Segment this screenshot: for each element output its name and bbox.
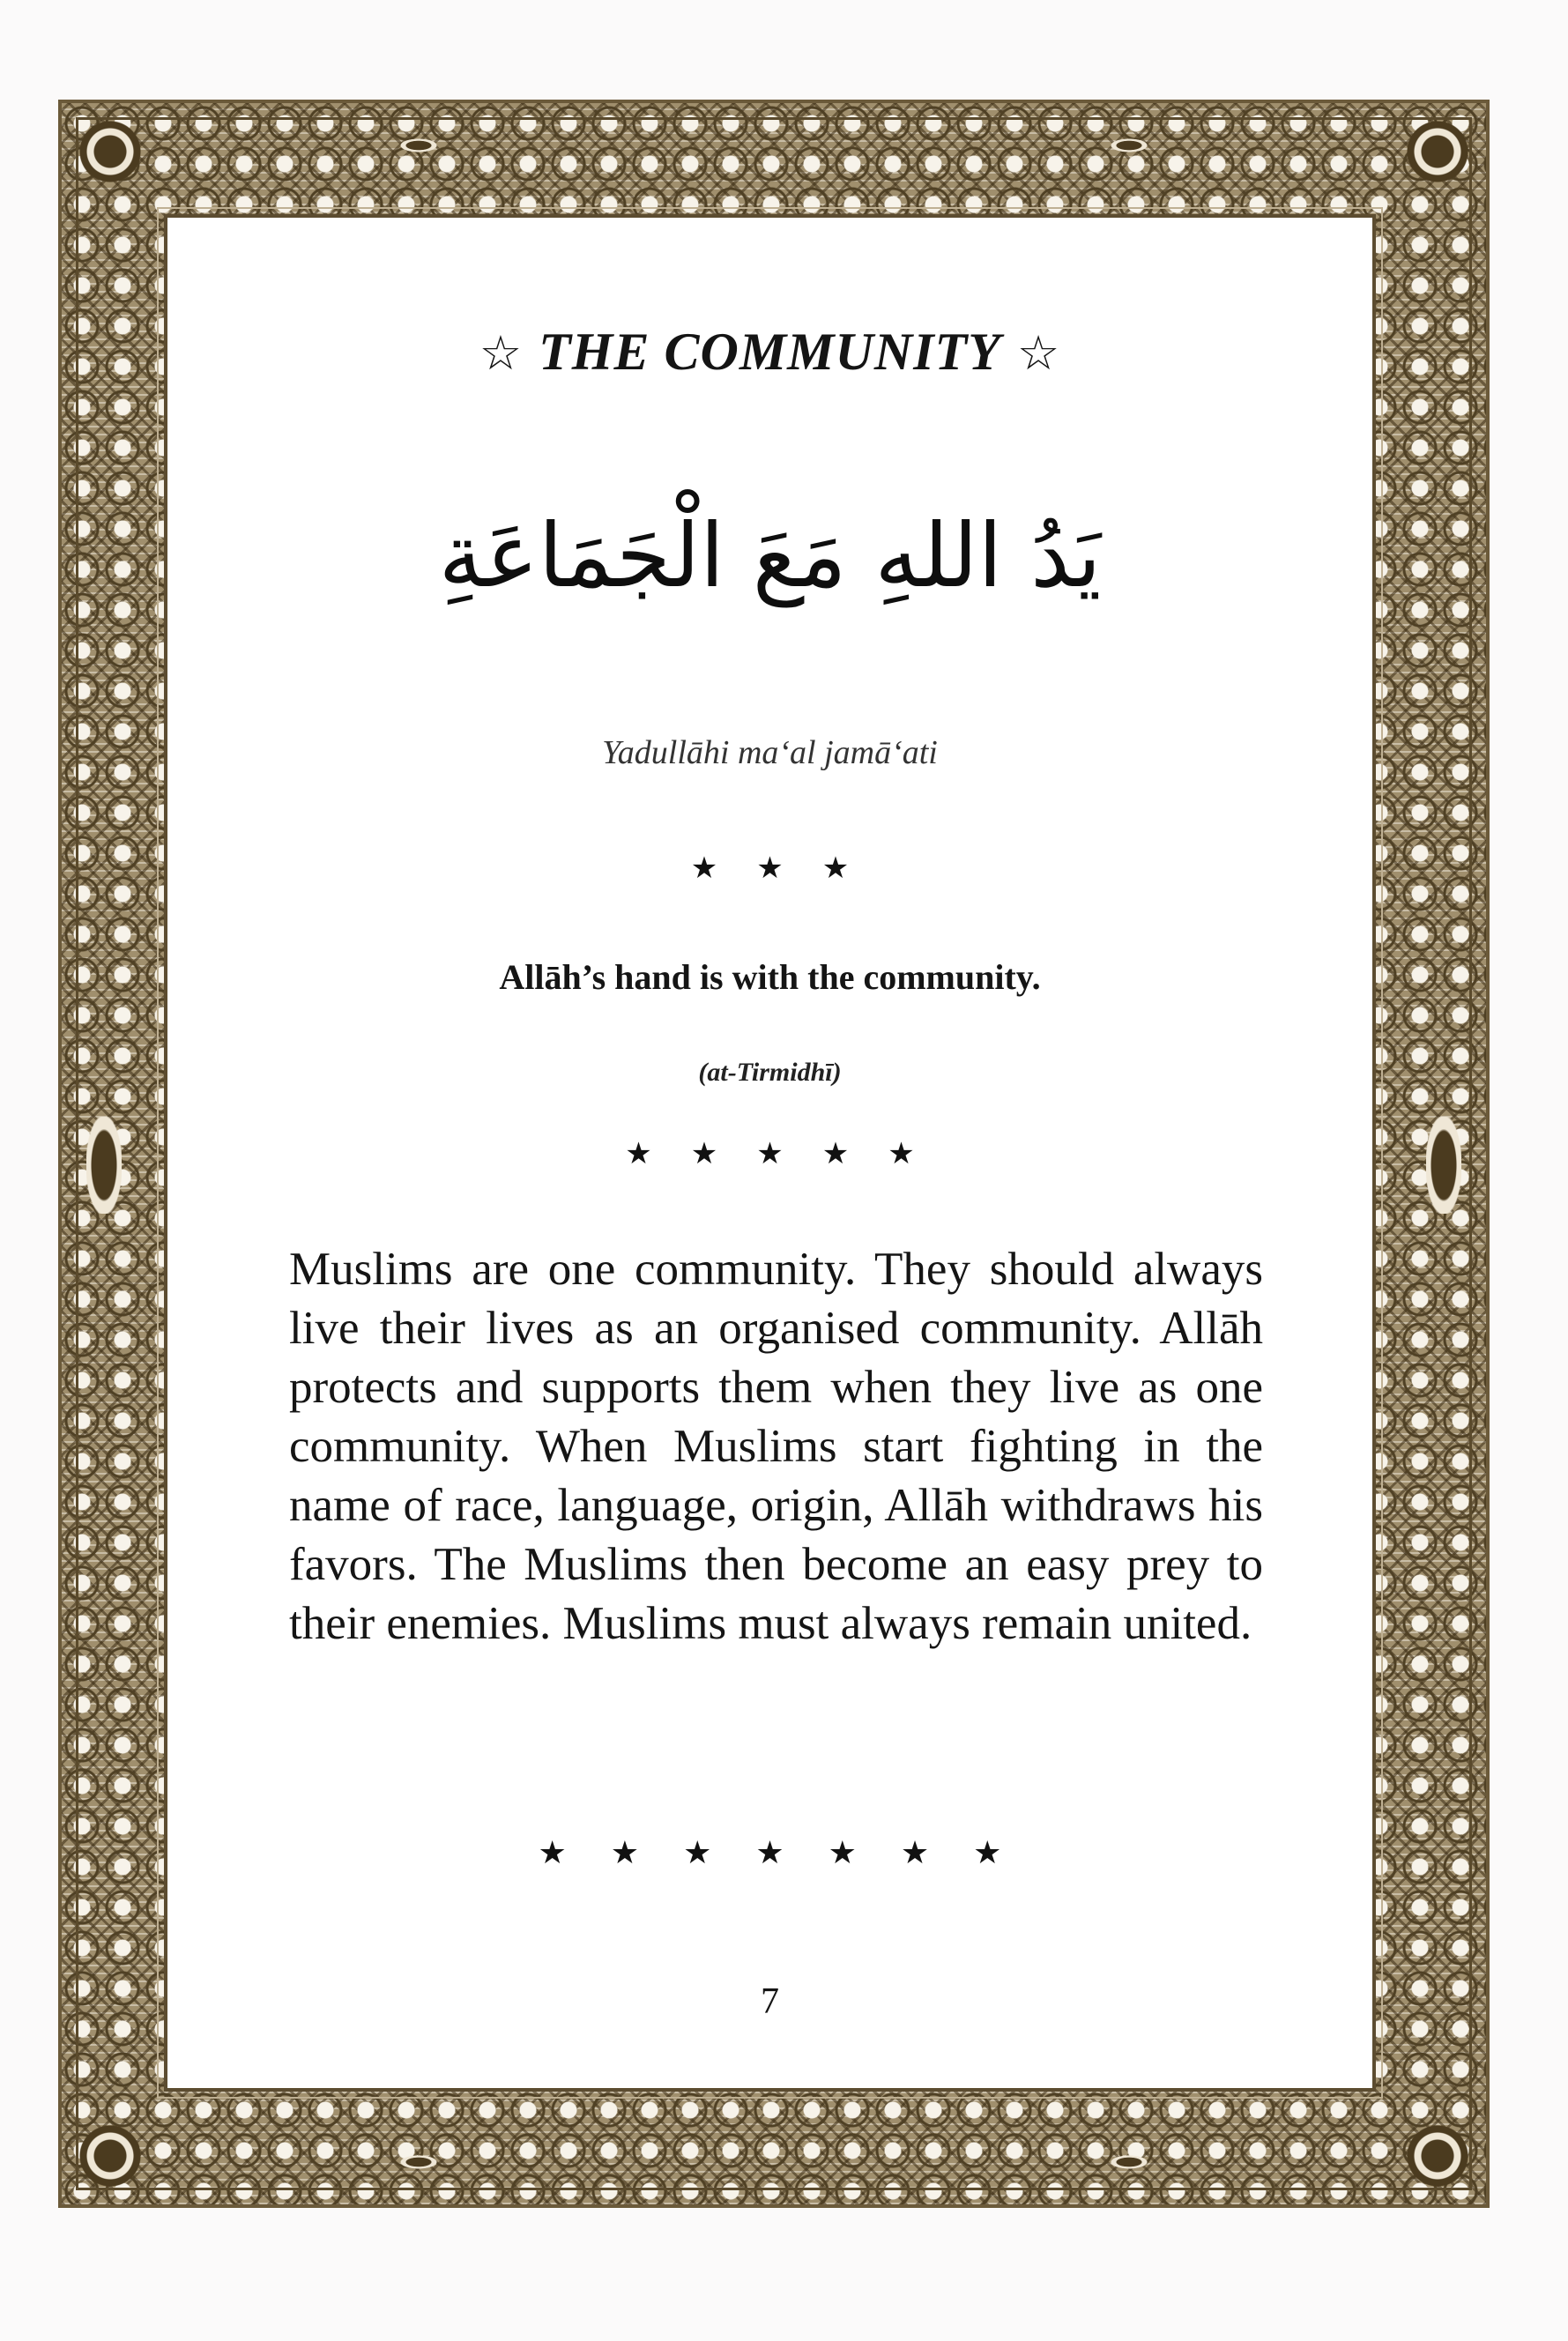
body-paragraph: Muslims are one community. They should always live their lives as an organised community. Allāh protects and supports them when they live as one community. When Muslims start fighting in the name of race, language, origin, Allāh withdraws his favors. The Muslims then become an easy prey to their enemies. Muslims must always remain united.	[289, 1244, 1263, 1649]
page-title	[167, 322, 1372, 383]
page-content	[167, 218, 1372, 2088]
corner-ornament-bottom-left	[71, 2116, 150, 2196]
hadith-source: (at-Tirmidhī)	[698, 1058, 842, 1087]
corner-ornament-top-left	[71, 112, 150, 191]
page-panel	[164, 214, 1376, 2092]
bottom-medallion-left	[370, 2144, 467, 2180]
star-divider-three: ★★★	[690, 851, 888, 886]
corner-ornament-top-right	[1398, 112, 1477, 191]
side-medallion-left	[86, 1117, 122, 1214]
star-divider-five: ★★★★★	[625, 1136, 954, 1171]
page-number: 7	[761, 1981, 779, 2022]
corner-ornament-bottom-right	[1398, 2116, 1477, 2196]
page-title-text: THE COMMUNITY	[539, 323, 1001, 381]
hadith-translation: Allāh’s hand is with the community.	[499, 957, 1041, 997]
outline-star-icon: ☆	[1016, 327, 1061, 380]
outline-star-icon: ☆	[479, 327, 524, 380]
bottom-medallion-right	[1081, 2144, 1178, 2180]
top-medallion-left	[370, 128, 467, 163]
star-divider-seven: ★★★★★★★	[538, 1835, 1046, 1871]
side-medallion-right	[1426, 1117, 1461, 1214]
arabic-hadith-text: يَدُ اللهِ مَعَ الْجَمَاعَةِ	[438, 504, 1102, 607]
transliteration: Yadullāhi ma‘al jamā‘ati	[602, 734, 938, 771]
top-medallion-right	[1081, 128, 1178, 163]
